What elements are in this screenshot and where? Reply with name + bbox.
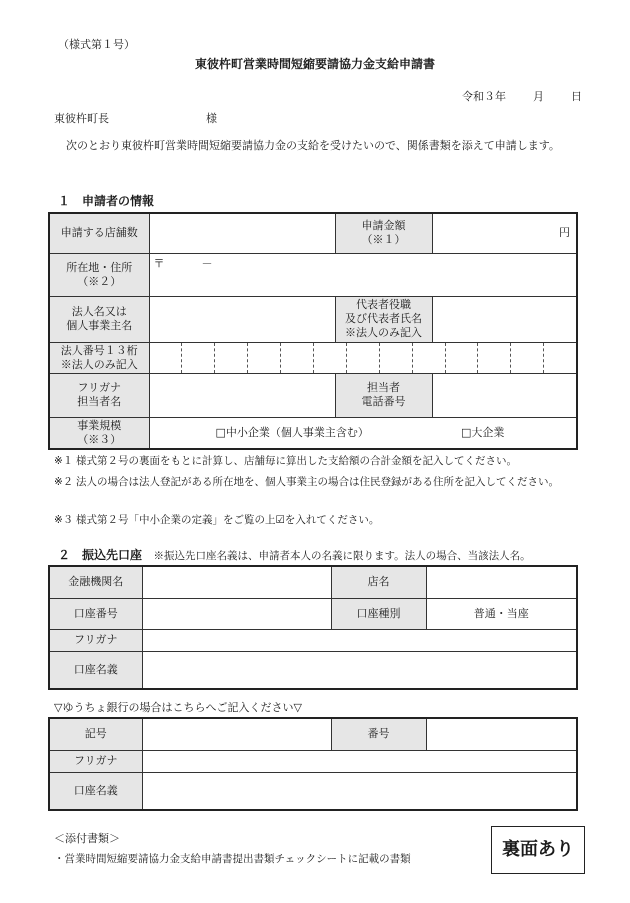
date-era: 令和３年 [462, 90, 506, 103]
bank-name-label: 金融機関名 [49, 566, 142, 598]
scale-label [49, 417, 149, 449]
yucho-holder-field[interactable] [142, 772, 577, 810]
yucho-holder-label: 口座名義 [49, 772, 142, 810]
contact-field[interactable] [149, 373, 335, 417]
contact-kana-label: フリガナ [77, 381, 121, 394]
store-count-label: 申請する店舗数 [49, 213, 149, 253]
yucho-number-label: 番号 [331, 718, 426, 750]
corp-number-label-line1: 法人番号１３桁 [60, 343, 138, 357]
note-3-key: ※３ [54, 514, 74, 526]
note-1-key: ※１ [54, 455, 74, 467]
representative-label [335, 296, 432, 342]
reverse-side-note: 裏面あり [491, 826, 585, 874]
scale-label-note: （※３） [77, 432, 122, 446]
contact-name-label: 担当者名 [77, 395, 122, 408]
account-number-label: 口座番号 [49, 598, 142, 629]
note-1 [54, 453, 584, 469]
corp-number-digit[interactable] [510, 343, 543, 373]
yucho-kana-label: フリガナ [49, 750, 142, 772]
address-label-text: 所在地・住所 [66, 260, 133, 274]
account-kana-field[interactable] [142, 629, 577, 651]
attachments-item: ・営業時間短縮要請協力金支給申請書提出書類チェックシートに記載の書類 [54, 853, 411, 865]
account-number-field[interactable] [142, 598, 331, 629]
corp-name-label-line1: 法人名又は [71, 305, 127, 318]
date-month: 月 [533, 90, 544, 103]
note-3-text: 様式第２号「中小企業の定義」をご覧の上☑を入れてください。 [76, 514, 380, 526]
account-holder-field[interactable] [142, 651, 577, 689]
corp-name-label-line2: 個人事業主名 [66, 319, 133, 332]
attachments-heading: ＜添付書類＞ [54, 832, 120, 845]
section2-heading: ２ 振込先口座 [58, 548, 143, 562]
scale-option-small[interactable]: □中小企業（個人事業主含む） [215, 425, 369, 439]
addressee-honorific: 様 [206, 112, 217, 125]
section2-heading-note: ※振込先口座名義は、申請者本人の名義に限ります。法人の場合、当該法人名。 [153, 550, 531, 562]
rep-label-line1: 代表者役職 [356, 298, 411, 311]
yucho-table [48, 717, 578, 811]
corp-number-digit[interactable] [247, 343, 280, 373]
postal-mark: 〒 [153, 256, 165, 270]
corp-number-field[interactable] [149, 342, 577, 373]
note-2-text: 法人の場合は法人登記がある所在地を、個人事業主の場合は住民登録がある住所を記入してください。 [76, 476, 559, 488]
yucho-symbol-field[interactable] [142, 718, 331, 750]
store-count-field[interactable] [149, 213, 335, 253]
corp-number-digit[interactable] [313, 343, 346, 373]
applicant-table [48, 212, 578, 450]
phone-field[interactable] [432, 373, 577, 417]
form-number: （様式第１号） [58, 38, 135, 51]
date-day: 日 [571, 90, 582, 103]
branch-label: 店名 [331, 566, 426, 598]
intro-text: 次のとおり東彼杵町営業時間短縮要請協力金の支給を受けたいので、関係書類を添えて申請します。 [66, 139, 560, 152]
addressee-name: 東彼杵町長 [54, 112, 109, 125]
address-field[interactable] [149, 253, 577, 296]
yucho-symbol-label: 記号 [49, 718, 142, 750]
corp-number-digit[interactable] [150, 343, 182, 373]
yucho-number-field[interactable] [426, 718, 577, 750]
bank-account-table [48, 565, 578, 690]
scale-option-large[interactable]: □大企業 [461, 425, 505, 439]
rep-label-line2: 及び代表者氏名 [345, 312, 422, 325]
branch-field[interactable] [426, 566, 577, 598]
address-label [49, 253, 149, 296]
section2-heading-line [58, 546, 531, 563]
address-label-note: （※２） [77, 274, 122, 288]
amount-label [335, 213, 432, 253]
yucho-kana-field[interactable] [142, 750, 577, 772]
amount-label-text: 申請金額 [361, 219, 406, 233]
corp-number-digit[interactable] [280, 343, 313, 373]
corp-number-digits [150, 343, 577, 373]
yucho-caption: ▽ゆうちょ銀行の場合はこちらへご記入ください▽ [54, 701, 302, 714]
phone-label-line1: 担当者 [367, 381, 400, 394]
corp-number-digit[interactable] [543, 343, 576, 373]
account-kana-label: フリガナ [49, 629, 142, 651]
scale-field [149, 417, 577, 449]
phone-label-line2: 電話番号 [361, 395, 406, 408]
contact-label [49, 373, 149, 417]
corp-number-digit[interactable] [477, 343, 510, 373]
corp-number-digit[interactable] [445, 343, 478, 373]
amount-field[interactable] [432, 213, 577, 253]
corp-number-digit[interactable] [181, 343, 214, 373]
corp-number-digit[interactable] [412, 343, 445, 373]
corp-name-field[interactable] [149, 296, 335, 342]
note-3 [54, 512, 584, 528]
amount-label-note: （※１） [361, 233, 406, 247]
note-1-text: 様式第２号の裏面をもとに計算し、店舗毎に算出した支給額の合計金額を記入してください。 [76, 455, 517, 467]
corp-number-digit[interactable] [379, 343, 412, 373]
account-type-field[interactable]: 普通・当座 [426, 598, 577, 629]
addressee [54, 110, 217, 126]
note-2-key: ※２ [54, 476, 74, 488]
corp-number-digit[interactable] [346, 343, 379, 373]
page-title: 東彼杵町営業時間短縮要請協力金支給申請書 [194, 57, 435, 71]
rep-label-line3: ※法人のみ記入 [345, 326, 422, 339]
note-2 [54, 474, 604, 490]
corp-number-digit[interactable] [214, 343, 247, 373]
corp-name-label [49, 296, 149, 342]
phone-label [335, 373, 432, 417]
section1-heading: １ 申請者の情報 [58, 194, 155, 208]
scale-label-text: 事業規模 [77, 418, 122, 432]
representative-field[interactable] [432, 296, 577, 342]
postal-dash: － [201, 256, 213, 270]
bank-name-field[interactable] [142, 566, 331, 598]
date-line [462, 88, 582, 104]
account-holder-label: 口座名義 [49, 651, 142, 689]
account-type-label: 口座種別 [331, 598, 426, 629]
corp-number-label [49, 342, 149, 373]
amount-unit: 円 [559, 226, 570, 240]
corp-number-label-line2: ※法人のみ記入 [60, 357, 138, 371]
